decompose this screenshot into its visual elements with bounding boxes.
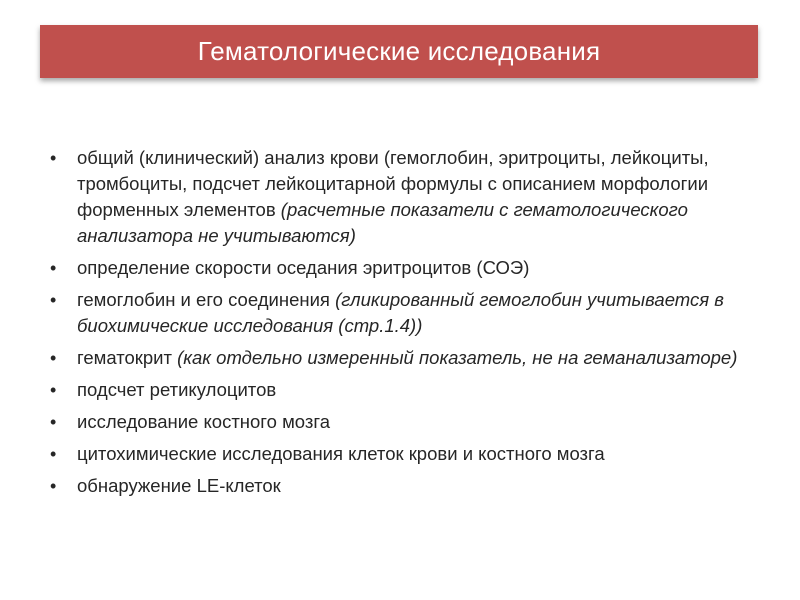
list-item [48, 473, 738, 499]
bullet-icon: • [50, 348, 57, 368]
list-item [48, 441, 738, 467]
bullet-icon: • [50, 444, 57, 464]
item-text: подсчет ретикулоцитов [77, 379, 277, 400]
bullet-icon: • [50, 148, 57, 168]
item-note: (гликированный гемоглобин учитывается в биохимические исследования (стр.1.4)) [77, 289, 724, 336]
list-item [48, 145, 738, 249]
title-banner [40, 25, 758, 78]
item-text: исследование костного мозга [77, 411, 330, 432]
item-text: цитохимические исследования клеток крови и костного мозга [77, 443, 605, 464]
item-note: (расчетные показатели с гематологического анализатора не учитываются) [77, 199, 688, 246]
list-item [48, 377, 738, 403]
bullet-icon: • [50, 380, 57, 400]
list-item [48, 345, 738, 371]
item-text: гематокрит [77, 347, 178, 368]
bullet-icon: • [50, 258, 57, 278]
list-item [48, 287, 738, 339]
item-text: обнаружение LE-клеток [77, 475, 281, 496]
item-text: общий (клинический) анализ крови (гемоглобин, эритроциты, лейкоциты, тромбоциты, подсчет лейкоцитарной формулы с описанием морфологии форменных элементов [77, 147, 709, 220]
bullet-list [48, 145, 738, 499]
list-item [48, 409, 738, 435]
list-item [48, 255, 738, 281]
item-text: гемоглобин и его соединения [77, 289, 336, 310]
bullet-icon: • [50, 476, 57, 496]
slide-title: Гематологические исследования [197, 36, 601, 66]
item-text: определение скорости оседания эритроцитов (СОЭ) [77, 257, 530, 278]
bullet-icon: • [50, 412, 57, 432]
bullet-icon: • [50, 290, 57, 310]
item-note: (как отдельно измеренный показатель, не на геманализаторе) [177, 347, 738, 368]
content-area [48, 145, 738, 505]
